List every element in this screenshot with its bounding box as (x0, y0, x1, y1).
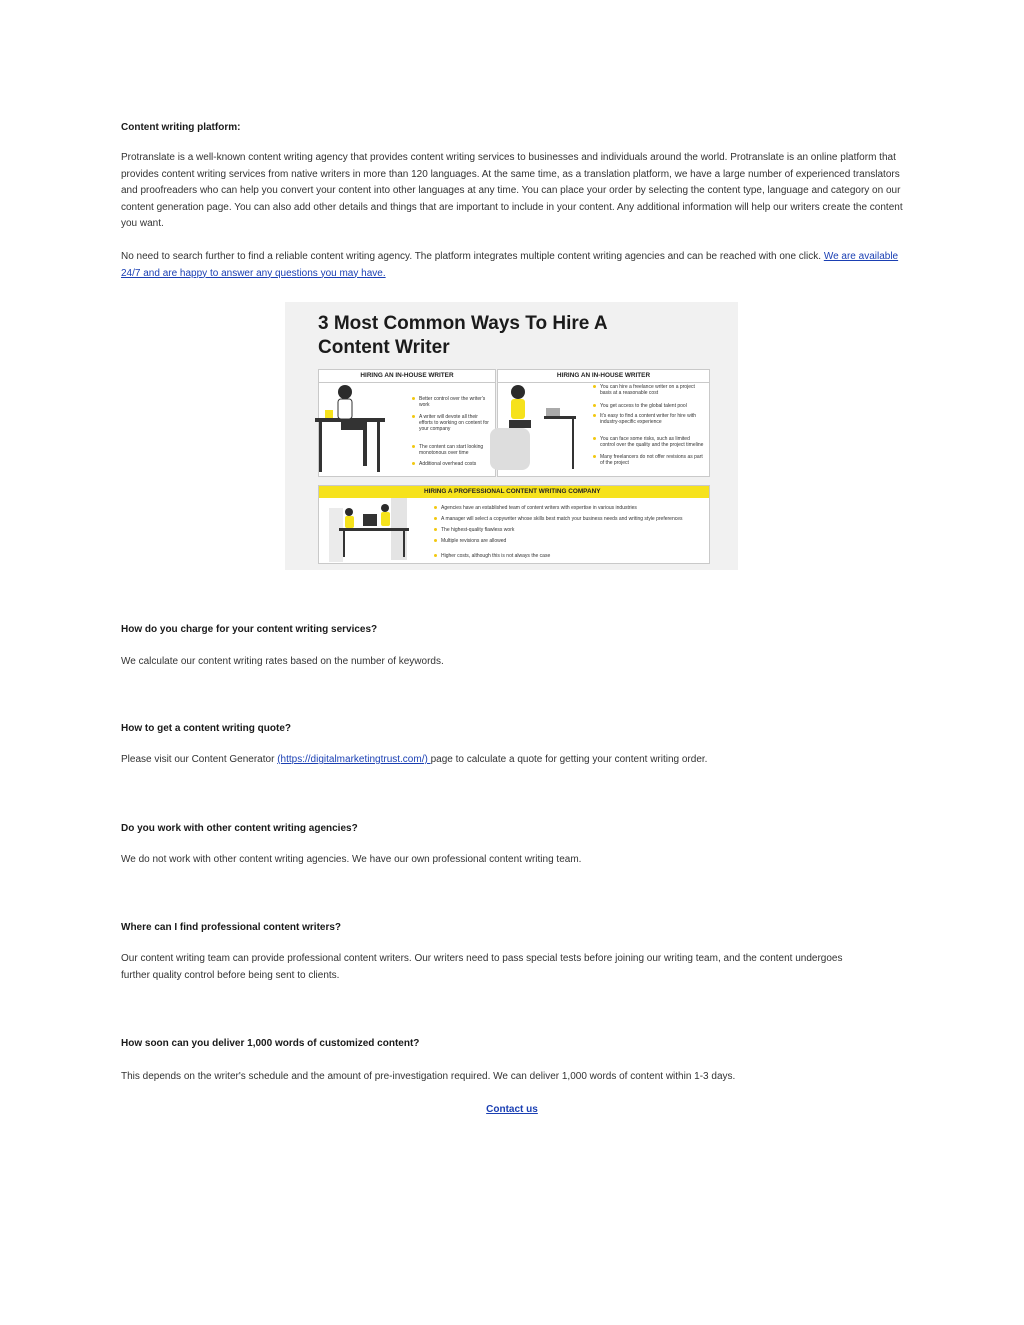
left-bullet-2: A writer will devote all their efforts to working on content for your company (419, 414, 489, 432)
left-bullet-3: The content can start looking monotonous over time (419, 444, 489, 456)
contact-us-link[interactable]: Contact us (486, 1104, 538, 1115)
infographic-image (285, 302, 738, 570)
contact-section (0, 1104, 1024, 1115)
intro-paragraph-2-text: No need to search further to find a reliable content writing agency. The platform integrates multiple content writing agencies and can be reached with one click. (121, 251, 824, 262)
freelancer-illustration (484, 378, 579, 478)
infographic-title: 3 Most Common Ways To Hire A Content Writer (318, 313, 607, 358)
intro-paragraph-2 (121, 249, 903, 282)
faq-question-1: How do you charge for your content writing services? (121, 624, 378, 635)
office-worker-illustration (305, 378, 395, 478)
bottom-bullet-5: Higher costs, although this is not always the case (441, 553, 703, 559)
faq-question-5: How soon can you deliver 1,000 words of customized content? (121, 1038, 420, 1049)
availability-link[interactable]: We are available 24/7 and are happy to answer any questions you may have. (121, 251, 899, 279)
panel-writing-company (318, 485, 710, 564)
right-bullet-1: You can hire a freelance writer on a project basis at a reasonable cost (600, 384, 704, 396)
panel-right-header: HIRING AN IN-HOUSE WRITER (498, 370, 709, 383)
faq-answer-3: We do not work with other content writing agencies. We have our own professional content writing team. (121, 854, 582, 865)
faq-question-2: How to get a content writing quote? (121, 723, 291, 734)
faq-answer-1: We calculate our content writing rates based on the number of keywords. (121, 656, 444, 667)
bottom-bullet-3: The highest-quality flawless work (441, 527, 703, 533)
team-illustration (319, 498, 419, 562)
faq-answer-2-after: page to calculate a quote for getting your content writing order. (430, 754, 708, 765)
faq-answer-4: Our content writing team can provide professional content writers. Our writers need to pass special tests before joining our writing team, and the content undergoes further quality control before being sent to clients. (121, 953, 843, 981)
right-bullet-3: It's easy to find a content writer for hire with industry-specific experience (600, 413, 704, 425)
left-bullet-4: Additional overhead costs (419, 461, 489, 467)
faq-answer-2 (121, 752, 903, 769)
faq-question-3: Do you work with other content writing agencies? (121, 823, 358, 834)
right-bullet-4: You can face some risks, such as limited control over the quality and the project timeline (600, 436, 704, 448)
panel-bottom-header: HIRING A PROFESSIONAL CONTENT WRITING COMPANY (319, 486, 709, 498)
left-bullet-1: Better control over the writer's work (419, 396, 489, 408)
faq-answer-2-before: Please visit our Content Generator (121, 754, 278, 765)
intro-paragraph-1: Protranslate is a well-known content writing agency that provides content writing services to businesses and individuals around the world. Protranslate is an online platform that provides content writing services from native writers in more than 120 languages. At the same time, as a translation platform, we have a large number of experienced translators and proofreaders who can help you convert your content into other languages at any time. You can place your order by selecting the content type, language and category on our content generation page. You can also add other details and things that are important to include in your content. Any additional information will help our writers create the content you want. (121, 152, 903, 230)
bottom-bullet-2: A manager will select a copywriter whose skills best match your business needs and writing style preferences (441, 516, 703, 522)
right-bullet-5: Many freelancers do not offer revisions as part of the project (600, 454, 703, 466)
content-generator-link[interactable]: (https://digitalmarketingtrust.com/) (277, 754, 431, 765)
faq-answer-5: This depends on the writer's schedule and the amount of pre-investigation required. We can deliver 1,000 words of content within 1-3 days. (121, 1071, 736, 1082)
bottom-bullet-4: Multiple revisions are allowed (441, 538, 703, 544)
panel-left-header: HIRING AN IN-HOUSE WRITER (319, 370, 495, 383)
bottom-bullet-1: Agencies have an established team of content writers with expertise in various industries (441, 505, 703, 511)
intro-heading: Content writing platform: (121, 122, 241, 133)
right-bullet-2: You get access to the global talent pool (600, 403, 704, 409)
panel-in-house-writer (318, 369, 496, 477)
faq-question-4: Where can I find professional content writers? (121, 922, 342, 933)
panel-freelance-writer (497, 369, 710, 477)
